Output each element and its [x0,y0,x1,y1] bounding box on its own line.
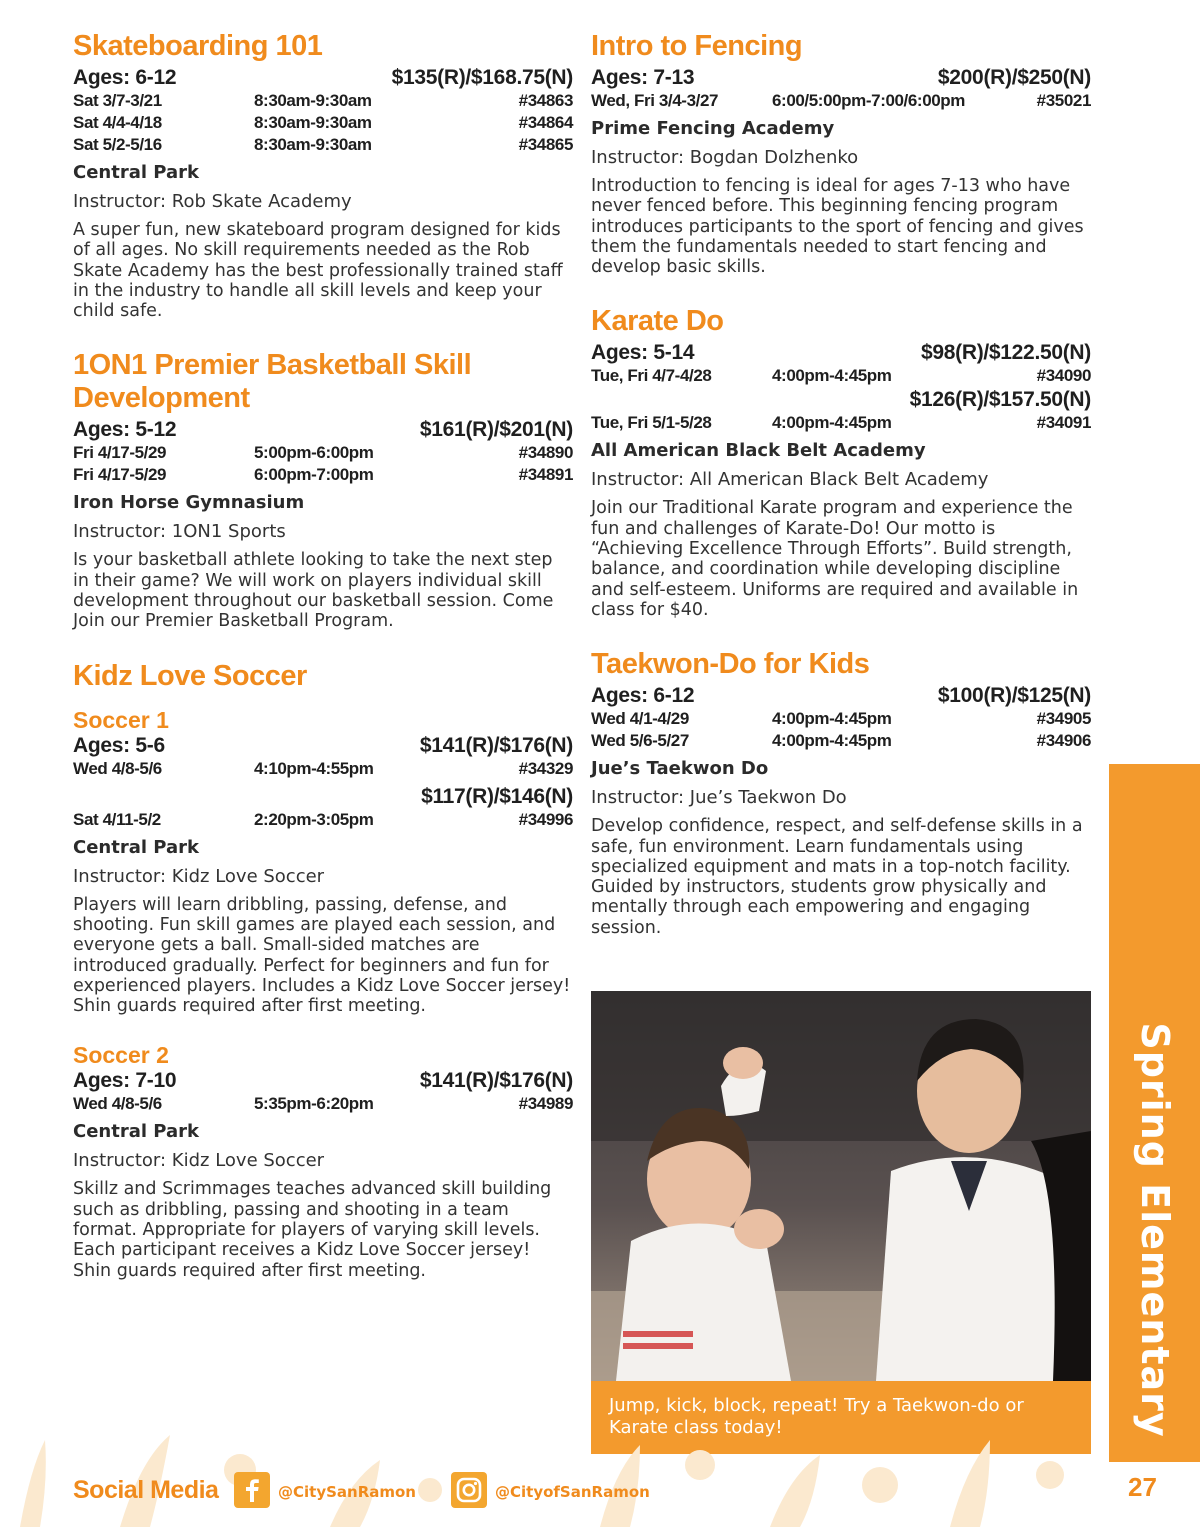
ages-label: Ages: 6-12 [73,66,177,89]
side-tab-label: Spring Elementary [1133,1022,1177,1438]
description: Introduction to fencing is ideal for ages 7-13 who have never fenced before. This beginning fencing program introduces participants to the sport of fencing and gives them the fundamentals needed to start fencing and develop basic skills. [591,176,1084,278]
session-time: 4:00pm-4:45pm [772,413,892,433]
session-code: #34890 [518,443,573,463]
session-row [73,809,573,831]
session-date: Fri 4/17-5/29 [73,443,167,463]
location: Jue’s Taekwon Do [591,758,769,780]
session-row [73,112,573,134]
session-code: #34863 [518,91,573,110]
session-row [73,90,573,112]
price-label: $200(R)/$250(N) [937,66,1091,89]
price-label: $141(R)/$176(N) [419,733,573,757]
right-column [591,30,1091,966]
left-column [73,30,573,1309]
location: Iron Horse Gymnasium [73,492,305,514]
page-number: 27 [1128,1472,1157,1502]
karate-kids-photo [591,991,1091,1381]
location: Central Park [73,1121,199,1143]
description: Join our Traditional Karate program and experience the fun and challenges of Karate-Do! Our motto is “Achieving Excellence Through Efforts”. Build strength, balance, and coordination while developing discipline and self-esteem. Uniforms are required and available in class for $40. [591,498,1079,620]
instagram-icon[interactable] [451,1472,487,1508]
session-code: #34906 [1036,731,1091,751]
session-time: 5:00pm-6:00pm [254,443,374,463]
instructor: Instructor: Rob Skate Academy [73,191,352,212]
instructor: Instructor: Jue’s Taekwon Do [591,787,847,809]
instructor: Instructor: Kidz Love Soccer [73,1150,325,1172]
facebook-handle[interactable]: @CitySanRamon [278,1483,416,1501]
session-date: Wed 4/1-4/29 [591,709,689,729]
session-code: #34905 [1036,709,1091,729]
session-time: 6:00/5:00pm-7:00/6:00pm [772,91,966,110]
session-code: #34090 [1036,366,1091,386]
photo-caption: Jump, kick, block, repeat! Try a Taekwon-do or Karate class today! [591,1381,1091,1454]
session-date: Sat 3/7-3/21 [73,91,162,110]
session-row [73,442,573,464]
ages-price-row [73,417,573,442]
program-title: Skateboarding 101 [73,30,323,62]
price-label: $126(R)/$157.50(N) [909,388,1091,412]
session-code: #34865 [518,135,573,154]
session-row [73,1093,573,1115]
session-time: 8:30am-9:30am [254,135,372,154]
program-skateboarding [73,30,573,321]
session-time: 4:00pm-4:45pm [772,366,892,386]
price-label: $100(R)/$125(N) [937,684,1091,708]
session-row [591,708,1091,730]
instructor: Instructor: Bogdan Dolzhenko [591,147,859,168]
ages-label: Ages: 5-12 [73,418,177,442]
instructor: Instructor: All American Black Belt Academy [591,469,989,491]
session-code: #35021 [1036,91,1091,110]
session-date: Tue, Fri 4/7-4/28 [591,366,712,386]
program-basketball [73,349,573,631]
description: Develop confidence, respect, and self-defense skills in a safe, fun environment. Learn fundamentals using specialized equipment and mats in a top-notch facility. Guided by instructors, students grow physically and mentally through each empowering and engaging session. [591,816,1083,938]
description: Players will learn dribbling, passing, defense, and shooting. Fun skill games are played each session, and everyone gets a ball. Small-sided matches are introduced gradually. Perfect for beginners and fun for experienced players. Includes a Kidz Love Soccer jersey! Shin guards required after first meeting. [73,894,571,1017]
session-time: 8:30am-9:30am [254,113,372,132]
instructor: Instructor: Kidz Love Soccer [73,865,325,887]
ages-price-row [73,733,573,758]
ages-label: Ages: 7-10 [73,1069,177,1093]
ages-label: Ages: 7-13 [591,66,695,89]
program-title: Karate Do [591,305,724,338]
location: All American Black Belt Academy [591,440,926,462]
session-date: Wed 4/8-5/6 [73,758,162,778]
description: A super fun, new skateboard program designed for kids of all ages. No skill requirements needed as the Rob Skate Academy has the best professionally trained staff in the industry to handle all skill levels and keep your child safe. [73,220,563,322]
session-row [591,365,1091,387]
program-title: Kidz Love Soccer [73,659,307,692]
session-date: Fri 4/17-5/29 [73,465,167,485]
session-time: 5:35pm-6:20pm [254,1094,374,1114]
program-taekwondo [591,648,1091,938]
session-date: Wed 5/6-5/27 [591,731,689,751]
session-code: #34864 [518,113,573,132]
price-label: $135(R)/$168.75(N) [391,66,573,89]
ages-price-row [73,1068,573,1093]
session-date: Sat 5/2-5/16 [73,135,162,154]
session-row [591,730,1091,752]
session-row [73,758,573,780]
session-time: 2:20pm-3:05pm [254,809,374,829]
ages-price-row [591,65,1091,90]
program-fencing [591,30,1091,277]
instagram-handle[interactable]: @CityofSanRamon [495,1483,650,1501]
program-title: Intro to Fencing [591,30,803,62]
ages-price-row [73,65,573,90]
ages-price-row [591,683,1091,708]
price-label: $98(R)/$122.50(N) [921,341,1091,365]
session-date: Wed, Fri 3/4-3/27 [591,91,719,110]
session-date: Sat 4/11-5/2 [73,809,161,829]
session-code: #34989 [518,1094,573,1114]
session-time: 4:00pm-4:45pm [772,731,892,751]
program-subtitle: Soccer 1 [73,706,169,733]
ages-label: Ages: 5-6 [73,733,165,757]
session-code: #34329 [518,758,573,778]
social-media-label: Social Media [73,1476,219,1504]
location: Prime Fencing Academy [591,118,835,139]
session-time: 8:30am-9:30am [254,91,372,110]
photo-card [591,991,1091,1454]
session-date: Sat 4/4-4/18 [73,113,162,132]
ages-label: Ages: 6-12 [591,684,695,708]
instructor: Instructor: 1ON1 Sports [73,521,286,543]
program-title: Taekwon-Do for Kids [591,648,870,681]
program-title: 1ON1 Premier Basketball Skill Development [73,349,472,415]
location: Central Park [73,162,199,183]
description: Skillz and Scrimmages teaches advanced skill building such as dribbling, passing and shooting in a team format. Appropriate for players of varying skill levels. Each participant receives a Kidz Love Soccer jersey! Shin guards required after first meeting. [73,1179,552,1281]
session-row [73,464,573,486]
ages-price-row [591,340,1091,365]
session-time: 6:00pm-7:00pm [254,465,374,485]
price-label: $141(R)/$176(N) [419,1069,573,1093]
session-code: #34891 [518,465,573,485]
session-date: Wed 4/8-5/6 [73,1094,162,1114]
location: Central Park [73,836,199,858]
session-date: Tue, Fri 5/1-5/28 [591,413,712,433]
description: Is your basketball athlete looking to take the next step in their game? We will work on players individual skill development throughout our basketball session. Come Join our Premier Basketball Program. [73,550,554,632]
session-code: #34091 [1036,413,1091,433]
session-row [591,412,1091,434]
session-row [591,90,1091,112]
program-soccer [73,660,573,1281]
facebook-icon[interactable] [234,1472,270,1508]
price-label: $117(R)/$146(N) [421,784,573,808]
session-time: 4:00pm-4:45pm [772,709,892,729]
program-subtitle: Soccer 2 [73,1042,169,1069]
program-karate [591,305,1091,620]
ages-label: Ages: 5-14 [591,341,695,365]
session-code: #34996 [518,809,573,829]
session-row [73,134,573,156]
price-label: $161(R)/$201(N) [419,418,573,442]
session-time: 4:10pm-4:55pm [254,758,374,778]
